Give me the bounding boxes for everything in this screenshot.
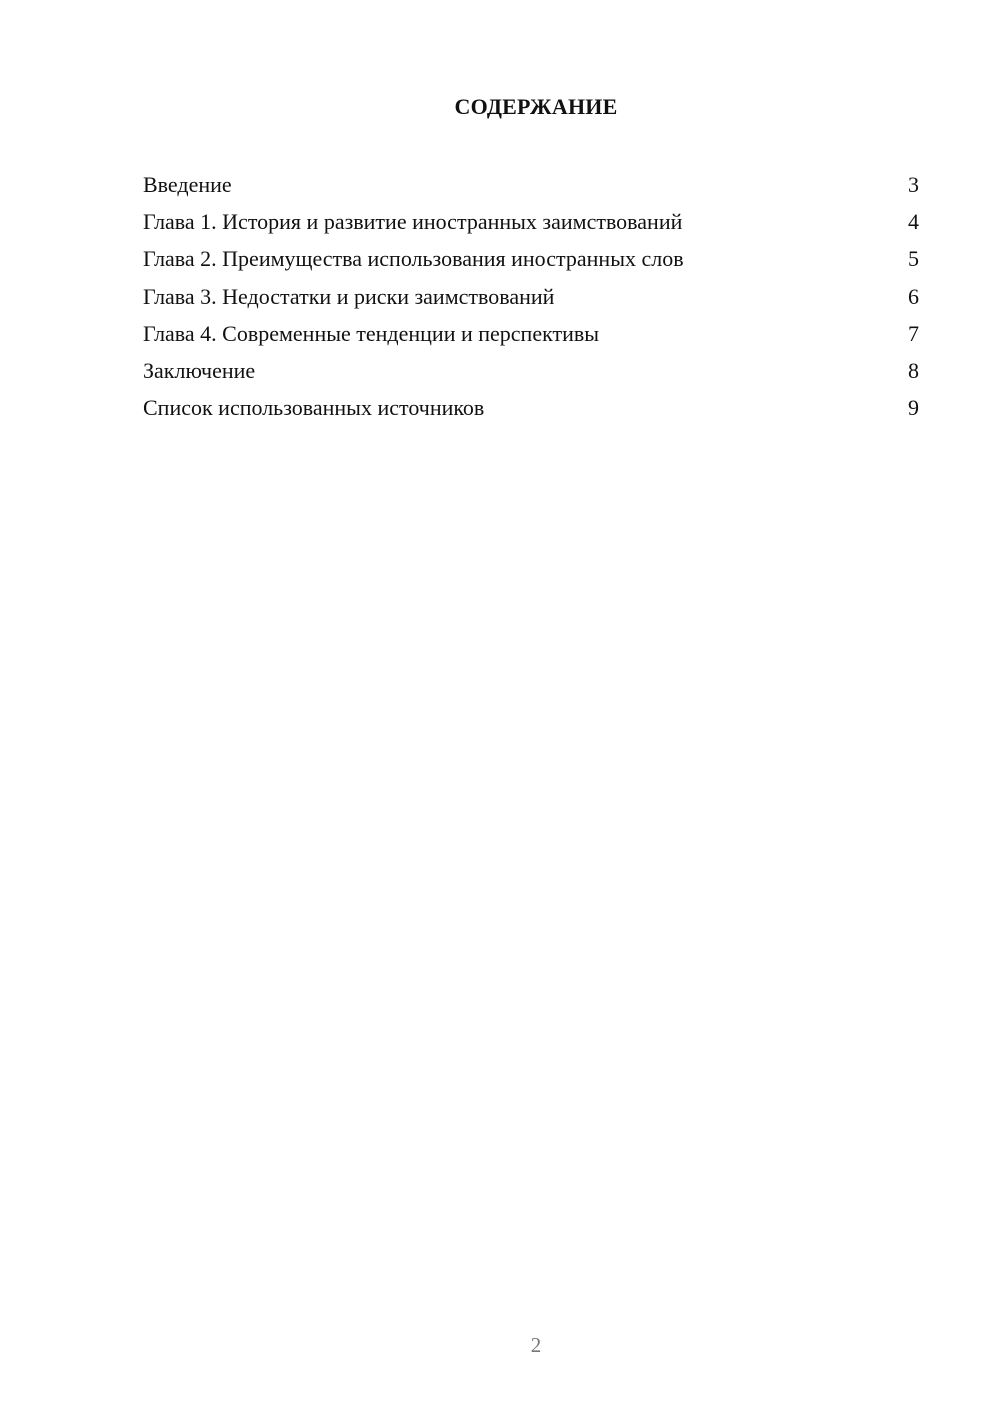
- toc-entry-page: 6: [908, 283, 919, 309]
- toc-entry-chapter-1: [143, 205, 919, 242]
- toc-entry-label: Глава 4. Современные тенденции и перспективы: [143, 320, 600, 346]
- toc-entry-page: 9: [908, 395, 919, 421]
- toc-entry-label: Заключение: [143, 357, 256, 383]
- page-number: 2: [530, 1333, 542, 1357]
- toc-entry-conclusion: [143, 354, 919, 391]
- toc-entry-label: Введение: [143, 172, 232, 197]
- toc-entry-label: Список использованных источников: [143, 395, 485, 421]
- toc-entry-label: Глава 2. Преимущества использования иностранных слов: [143, 246, 684, 272]
- toc-entry-page: 8: [908, 357, 919, 383]
- toc-entry-page: 4: [908, 209, 919, 235]
- toc-entry-page: 5: [908, 246, 919, 272]
- toc-entry-page: 7: [908, 320, 919, 346]
- toc-entry-label: Глава 1. История и развитие иностранных заимствований: [143, 209, 683, 235]
- toc-entry-chapter-4: [143, 317, 919, 354]
- toc-entry-page: 3: [908, 172, 919, 197]
- toc-entry-label: Глава 3. Недостатки и риски заимствований: [143, 283, 555, 309]
- toc-entry-chapter-3: [143, 280, 919, 317]
- page-title: СОДЕРЖАНИЕ: [454, 94, 618, 119]
- toc-entry-chapter-2: [143, 242, 919, 279]
- table-of-contents: [143, 168, 919, 428]
- toc-entry-references: [143, 391, 919, 428]
- toc-entry-introduction: [143, 168, 919, 205]
